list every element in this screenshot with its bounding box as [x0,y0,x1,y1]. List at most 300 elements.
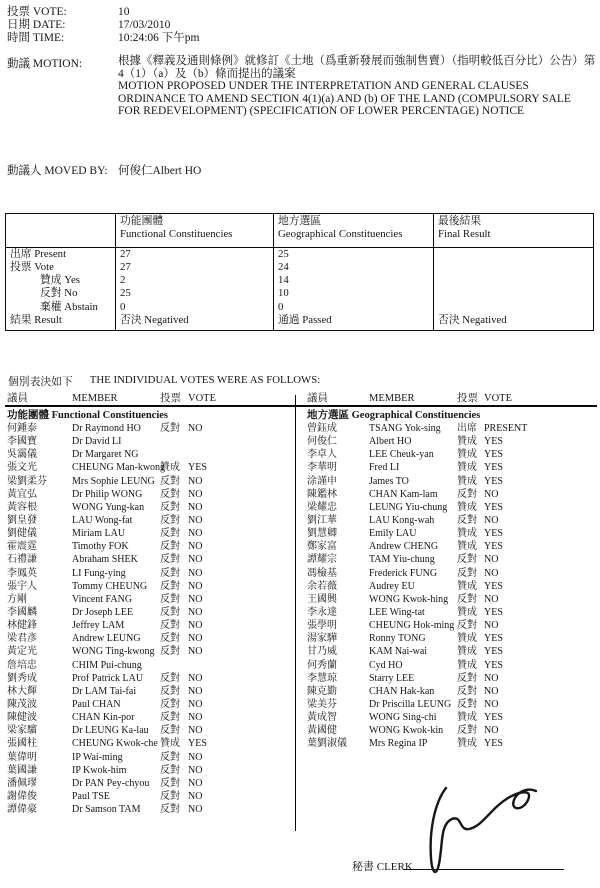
meta-label: 日期 DATE: [7,19,66,32]
results-final-value: 否決 Negatived [434,314,594,331]
member-name-en: CHAN Kin-por [72,712,135,724]
member-name-zh: 甘乃威 [307,646,337,658]
member-vote-zh: 反對 [457,554,477,566]
member-vote-row [7,514,293,527]
member-vote-en: NO [484,514,499,526]
member-name-en: LAU Wong-fat [72,514,133,526]
member-vote-zh: 反對 [160,633,180,645]
member-vote-en: YES [484,633,503,645]
member-vote-en: NO [484,672,499,684]
individual-votes-area [0,392,600,840]
results-final-value [434,301,594,314]
member-name-en: IP Kwok-him [72,764,127,776]
member-name-en: CHEUNG Hok-ming [369,620,455,632]
functional-header-en: Functional Constituencies [120,227,233,240]
results-header-geographical [274,214,434,248]
member-vote-zh: 反對 [160,725,180,737]
member-name-zh: 陳健波 [7,712,37,724]
member-vote-row [7,790,293,803]
member-vote-en: NO [188,528,203,540]
member-vote-zh: 贊成 [457,580,477,592]
member-vote-en: NO [188,698,203,710]
results-geographical-value: 0 [274,301,434,314]
member-name-zh: 謝偉俊 [7,790,37,802]
member-vote-en: NO [188,488,203,500]
member-name-en: Miriam LAU [72,528,126,540]
meta-value: 10 [118,6,130,18]
member-vote-en: NO [188,501,203,513]
member-vote-zh: 反對 [160,751,180,763]
member-vote-row [307,501,595,514]
member-vote-en: NO [188,606,203,618]
member-name-en: Mrs Sophie LEUNG [72,475,155,487]
member-vote-zh: 反對 [457,725,477,737]
member-name-zh: 張學明 [307,620,337,632]
geographical-header-zh: 地方選區 [278,215,322,227]
member-vote-zh: 反對 [160,698,180,710]
member-vote-zh: 反對 [457,620,477,632]
member-vote-row [307,475,595,488]
vote-col-zh: 投票 [160,393,181,404]
member-name-en: Vincent FANG [72,593,133,605]
member-name-en: Dr Raymond HO [72,423,141,434]
member-vote-zh: 反對 [160,672,180,684]
member-vote-en: NO [188,764,203,776]
member-name-en: CHAN Kam-lam [369,488,438,500]
results-functional-value: 2 [116,274,274,287]
results-geographical-value: 14 [274,274,434,287]
member-vote-row [7,461,293,474]
member-vote-row [307,422,595,435]
member-vote-row [7,724,293,737]
individual-heading-zh: 個別表決如下 [8,376,73,388]
member-name-zh: 張宇人 [7,580,37,592]
member-name-en: Timothy FOK [72,541,129,553]
moved-by-value: 何俊仁Albert HO [118,165,202,177]
member-name-zh: 馮檢基 [307,567,337,579]
results-functional-value: 27 [116,261,274,274]
member-name-zh: 譚偉豪 [7,804,37,816]
member-name-zh: 梁劉柔芬 [7,475,47,487]
results-geographical-value: 通過 Passed [274,314,434,331]
member-name-en: LEE Cheuk-yan [369,449,434,461]
member-name-zh: 林健鋒 [7,620,37,632]
results-functional-value: 0 [116,301,274,314]
member-name-zh: 何俊仁 [307,436,337,448]
vote-col-en: VOTE [484,393,512,404]
member-vote-zh: 贊成 [457,475,477,487]
member-vote-zh: 贊成 [457,436,477,448]
member-name-en: Fred LI [369,462,400,474]
member-vote-row [7,645,293,658]
member-vote-en: YES [484,436,503,448]
vote-col-en: VOTE [188,393,216,404]
member-vote-zh: 反對 [160,606,180,618]
member-vote-zh: 反對 [457,488,477,500]
member-vote-row [7,422,293,435]
member-name-zh: 張國柱 [7,738,37,750]
member-name-en: LEUNG Yiu-chung [369,501,448,513]
member-vote-en: NO [484,725,499,737]
member-name-en: Dr LAM Tai-fai [72,685,137,697]
results-row [6,314,594,331]
member-name-zh: 曾鈺成 [307,423,337,434]
results-final-value [434,287,594,300]
geographical-votes-column [307,392,595,751]
member-vote-row [7,553,293,566]
member-vote-en: NO [484,593,499,605]
member-name-zh: 陳克勤 [307,685,337,697]
member-name-en: Paul CHAN [72,698,121,710]
member-name-en: TAM Yiu-chung [369,554,435,566]
meta-row [7,19,567,32]
member-name-zh: 張文光 [7,462,37,474]
member-vote-en: YES [484,528,503,540]
motion-text [118,55,596,118]
member-name-en: Audrey EU [369,580,415,592]
member-name-en: Abraham SHEK [72,554,138,566]
results-header-final [434,214,594,248]
member-vote-row [7,685,293,698]
member-vote-zh: 反對 [160,580,180,592]
member-name-en: WONG Sing-chi [369,712,437,724]
member-vote-zh: 贊成 [457,738,477,750]
member-vote-en: NO [188,646,203,658]
member-name-zh: 林大輝 [7,685,37,697]
motion-label: 動議 MOTION: [7,58,83,70]
member-name-en: Dr PAN Pey-chyou [72,777,150,789]
member-col-en: MEMBER [72,393,118,404]
member-vote-row [307,672,595,685]
member-vote-zh: 反對 [160,488,180,500]
member-vote-en: YES [484,646,503,658]
meta-row [7,6,567,19]
member-vote-zh: 反對 [457,514,477,526]
member-vote-zh: 反對 [457,672,477,684]
member-vote-row [307,461,595,474]
member-vote-row [7,764,293,777]
member-vote-row [307,580,595,593]
member-name-en: Dr Margaret NG [72,449,139,461]
member-vote-zh: 反對 [457,567,477,579]
member-vote-en: NO [484,554,499,566]
member-name-en: Jeffrey LAM [72,620,125,632]
member-name-en: KAM Nai-wai [369,646,428,658]
member-name-en: WONG Kwok-kin [369,725,444,737]
member-name-zh: 黃成智 [307,712,337,724]
geographical-header-en: Geographical Constituencies [278,227,403,240]
member-name-zh: 梁君彥 [7,633,37,645]
functional-member-rows [7,422,293,816]
member-vote-row [307,448,595,461]
member-name-en: Tommy CHEUNG [72,580,148,592]
geographical-member-rows [307,422,595,751]
member-vote-en: NO [188,672,203,684]
member-vote-zh: 反對 [160,620,180,632]
member-vote-row [307,685,595,698]
member-vote-row [7,619,293,632]
member-vote-en: NO [188,751,203,763]
member-vote-en: YES [484,580,503,592]
member-vote-en: YES [484,501,503,513]
member-name-en: Dr David LI [72,436,122,448]
member-vote-row [307,593,595,606]
member-name-zh: 梁美芬 [307,698,337,710]
results-body [6,247,594,331]
member-name-zh: 李華明 [307,462,337,474]
member-vote-zh: 反對 [457,698,477,710]
results-row-label: 投票 Vote [10,260,54,273]
member-vote-en: YES [484,475,503,487]
member-name-zh: 王國興 [307,593,337,605]
results-row-label: 贊成 Yes [40,274,81,287]
member-vote-zh: 反對 [160,514,180,526]
member-name-zh: 李卓人 [307,449,337,461]
member-vote-en: NO [188,475,203,487]
member-name-zh: 李國麟 [7,606,37,618]
results-row [6,247,594,261]
meta-label: 投票 VOTE: [7,6,67,18]
results-row-label: 棄權 Abstain [40,300,98,313]
individual-votes-heading [8,374,320,389]
member-vote-en: NO [188,620,203,632]
member-vote-zh: 贊成 [457,462,477,474]
results-summary-table [5,213,594,331]
member-name-zh: 黃容根 [7,501,37,513]
member-vote-zh: 反對 [160,554,180,566]
member-name-en: WONG Kwok-hing [369,593,449,605]
functional-header-zh: 功能團體 [120,215,164,227]
member-vote-zh: 贊成 [457,659,477,671]
member-vote-en: NO [188,685,203,697]
member-vote-row [307,711,595,724]
member-vote-row [307,567,595,580]
member-vote-en: NO [484,488,499,500]
member-vote-en: YES [188,738,207,750]
member-name-zh: 吳靄儀 [7,449,37,461]
member-vote-zh: 反對 [160,593,180,605]
member-vote-row [7,632,293,645]
member-vote-row [307,659,595,672]
member-name-zh: 李永達 [307,606,337,618]
member-name-en: Mrs Regina IP [369,738,428,750]
member-name-zh: 黃定光 [7,646,37,658]
meta-label: 時間 TIME: [7,32,65,45]
member-name-en: Emily LAU [369,528,417,540]
results-geographical-value: 10 [274,287,434,300]
member-name-zh: 劉皇發 [7,514,37,526]
member-vote-zh: 反對 [160,528,180,540]
results-geographical-value: 25 [274,247,434,261]
member-name-zh: 余若薇 [307,580,337,592]
results-functional-value: 25 [116,287,274,300]
member-vote-zh: 出席 [457,423,477,434]
member-vote-zh: 反對 [457,593,477,605]
member-vote-en: NO [188,804,203,816]
member-name-zh: 陳茂波 [7,698,37,710]
member-vote-row [7,475,293,488]
member-name-zh: 黃宜弘 [7,488,37,500]
member-vote-row [7,672,293,685]
member-vote-en: YES [484,449,503,461]
member-vote-en: NO [188,777,203,789]
member-vote-zh: 反對 [160,646,180,658]
member-name-en: Frederick FUNG [369,567,438,579]
member-vote-en: NO [188,633,203,645]
motion-text-english: MOTION PROPOSED UNDER THE INTERPRETATION AND GENERAL CLAUSES ORDINANCE TO AMEND SECTION 4(1)(a) AND (b) OF THE LAND (COMPULSORY SALE FOR REDEVELOPMENT) (SPECIFICATION OF LOWER PERCENTAGE) NOTICE [118,80,571,118]
vote-col-zh: 投票 [457,393,478,404]
member-vote-en: YES [188,462,207,474]
clerk-label: 秘書 CLERK [352,861,413,873]
results-row-label: 出席 Present [10,247,67,260]
member-name-en: IP Wai-ming [72,751,123,763]
member-name-en: LEE Wing-tat [369,606,425,618]
member-vote-en: NO [188,712,203,724]
member-vote-row [307,632,595,645]
member-vote-zh: 反對 [160,567,180,579]
member-vote-row [7,803,293,816]
member-vote-en: PRESENT [484,423,528,434]
vote-meta [7,6,567,46]
member-name-en: James TO [369,475,409,487]
member-vote-row [307,488,595,501]
member-vote-zh: 贊成 [457,501,477,513]
member-vote-zh [160,659,188,672]
member-vote-en: NO [188,725,203,737]
member-name-zh: 詹培忠 [7,659,37,671]
member-name-en: Dr Joseph LEE [72,606,134,618]
motion-block [7,55,596,118]
member-vote-row [7,606,293,619]
meta-value: 17/03/2010 [118,19,171,32]
member-name-zh: 方剛 [7,593,27,605]
member-vote-row [7,488,293,501]
member-vote-row [307,619,595,632]
member-vote-zh: 贊成 [160,462,180,474]
member-vote-row [307,606,595,619]
member-vote-row [307,698,595,711]
member-name-en: WONG Yung-kan [72,501,145,513]
member-name-zh: 李慧琼 [307,672,337,684]
moved-by-block [7,162,201,178]
motion-text-chinese: 根據《釋義及通則條例》就修訂《土地（爲重新發展而強制售賣）（指明較低百分比）公告）第4（1）（a）及（b）條而提出的議案 [118,55,596,80]
member-vote-row [7,593,293,606]
member-name-en: LAU Kong-wah [369,514,435,526]
member-name-en: WONG Ting-kwong [72,646,155,658]
member-name-en: Andrew CHENG [369,541,439,553]
member-vote-row [307,514,595,527]
member-vote-en: NO [188,593,203,605]
member-vote-row [307,527,595,540]
member-vote-en: NO [188,580,203,592]
member-vote-zh: 反對 [160,501,180,513]
results-header-row [6,214,594,248]
member-name-zh: 何秀蘭 [307,659,337,671]
member-name-zh: 涂謹申 [307,475,337,487]
member-vote-en: YES [484,606,503,618]
member-vote-row [7,580,293,593]
member-name-en: CHIM Pui-chung [72,659,142,671]
member-vote-zh: 贊成 [457,633,477,645]
member-name-en: CHEUNG Man-kwong [72,462,166,474]
member-name-en: Dr Philip WONG [72,488,143,500]
results-row [6,274,594,287]
member-vote-en [188,448,293,461]
results-row [6,301,594,314]
results-header-functional [116,214,274,248]
results-functional-value: 27 [116,247,274,261]
meta-row [7,32,567,45]
member-vote-row [7,501,293,514]
member-vote-en: NO [188,790,203,802]
member-vote-row [7,777,293,790]
results-row-label: 結果 Result [10,314,62,327]
member-name-en: TSANG Yok-sing [369,423,441,434]
member-name-en: Ronny TONG [369,633,426,645]
member-vote-row [7,540,293,553]
member-name-en: Dr LEUNG Ka-lau [72,725,149,737]
member-vote-zh: 贊成 [160,738,180,750]
member-name-en: CHAN Hak-kan [369,685,435,697]
member-vote-row [307,553,595,566]
member-name-zh: 梁家騮 [7,725,37,737]
moved-by-label: 動議人 MOVED BY: [7,165,108,177]
member-name-zh: 李國寶 [7,436,37,448]
results-final-value [434,247,594,261]
results-row-label: 反對 No [40,287,78,300]
member-name-zh: 譚耀宗 [307,554,337,566]
member-name-zh: 陳鑑林 [307,488,337,500]
individual-heading-en: THE INDIVIDUAL VOTES WERE AS FOLLOWS: [89,374,321,386]
functional-section-header: 功能團體 Functional Constituencies [7,410,169,421]
member-name-zh: 葉國謙 [7,764,37,776]
member-vote-row [7,659,293,672]
member-vote-row [307,645,595,658]
results-header-empty [6,214,116,248]
member-vote-en: NO [484,685,499,697]
member-vote-row [7,751,293,764]
member-vote-row [7,737,293,750]
meta-value: 10:24:06 下午pm [118,32,200,45]
geographical-section-header: 地方選區 Geographical Constituencies [307,410,481,421]
member-vote-row [7,567,293,580]
final-header-en: Final Result [438,227,491,240]
column-divider-line [295,395,296,831]
member-name-en: Prof Patrick LAU [72,672,144,684]
member-vote-en: NO [484,567,499,579]
member-vote-zh [160,435,188,448]
member-name-en: Cyd HO [369,659,403,671]
member-name-zh: 湯家驊 [307,633,337,645]
member-vote-row [307,724,595,737]
member-vote-en: NO [188,541,203,553]
member-name-zh: 梁耀忠 [307,501,337,513]
member-name-en: Andrew LEUNG [72,633,141,645]
member-name-en: Albert HO [369,436,412,448]
results-functional-value: 否決 Negatived [116,314,274,331]
member-vote-en: NO [188,514,203,526]
member-name-en: Starry LEE [369,672,415,684]
member-vote-en: NO [188,554,203,566]
member-vote-zh: 反對 [160,764,180,776]
member-col-zh: 議員 [307,393,328,404]
results-row [6,287,594,300]
member-vote-zh: 贊成 [457,646,477,658]
member-col-en: MEMBER [369,393,415,404]
member-vote-row [7,711,293,724]
results-final-value [434,274,594,287]
results-row [6,261,594,274]
